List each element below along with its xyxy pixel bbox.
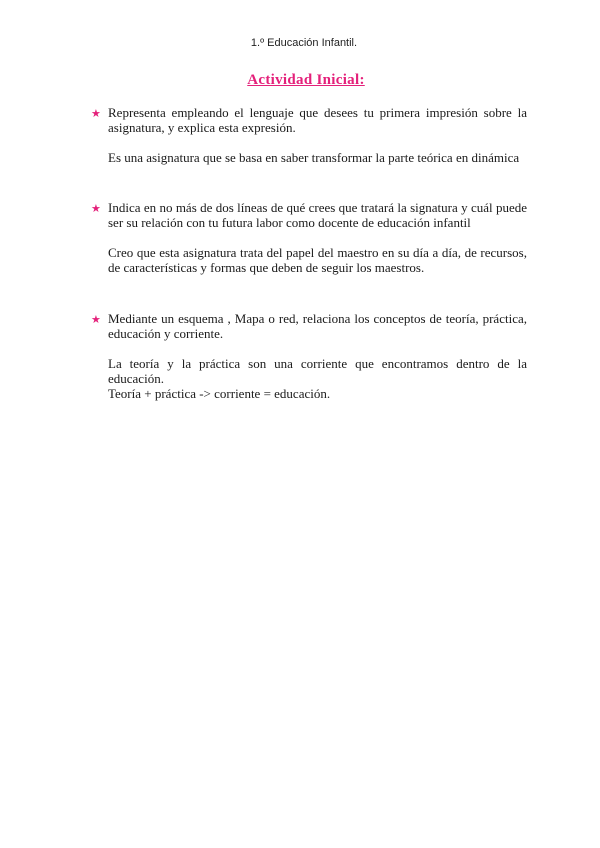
star-icon: ★ (91, 107, 101, 120)
answer-paragraph: Teoría + práctica -> corriente = educación. (108, 386, 331, 401)
page-title: Actividad Inicial: (247, 72, 365, 88)
question-text: Mediante un esquema , Mapa o red, relaciona los conceptos de teoría, práctica, educación y corriente. (108, 311, 527, 341)
activity-item-3 (91, 311, 527, 401)
answer-text (108, 150, 527, 165)
answer-paragraph: Creo que esta asignatura trata del papel del maestro en su día a día, de recursos, de características y formas que deben de seguir los maestros. (108, 245, 527, 275)
answer-text (108, 356, 527, 401)
question-text: Representa empleando el lenguaje que desees tu primera impresión sobre la asignatura, y explica esta expresión. (108, 105, 527, 135)
star-icon: ★ (91, 313, 101, 326)
answer-paragraph: La teoría y la práctica son una corriente que encontramos dentro de la educación. (108, 356, 527, 386)
activity-item-1 (91, 105, 527, 165)
activity-item-2 (91, 200, 527, 275)
page-header: 1.º Educación Infantil. (250, 37, 358, 49)
question-text: Indica en no más de dos líneas de qué crees que tratará la signatura y cuál puede ser su relación con tu futura labor como docente de educación infantil (108, 200, 527, 230)
star-icon: ★ (91, 202, 101, 215)
answer-paragraph: Es una asignatura que se basa en saber transformar la parte teórica en dinámica (108, 150, 520, 165)
answer-text (108, 245, 527, 275)
